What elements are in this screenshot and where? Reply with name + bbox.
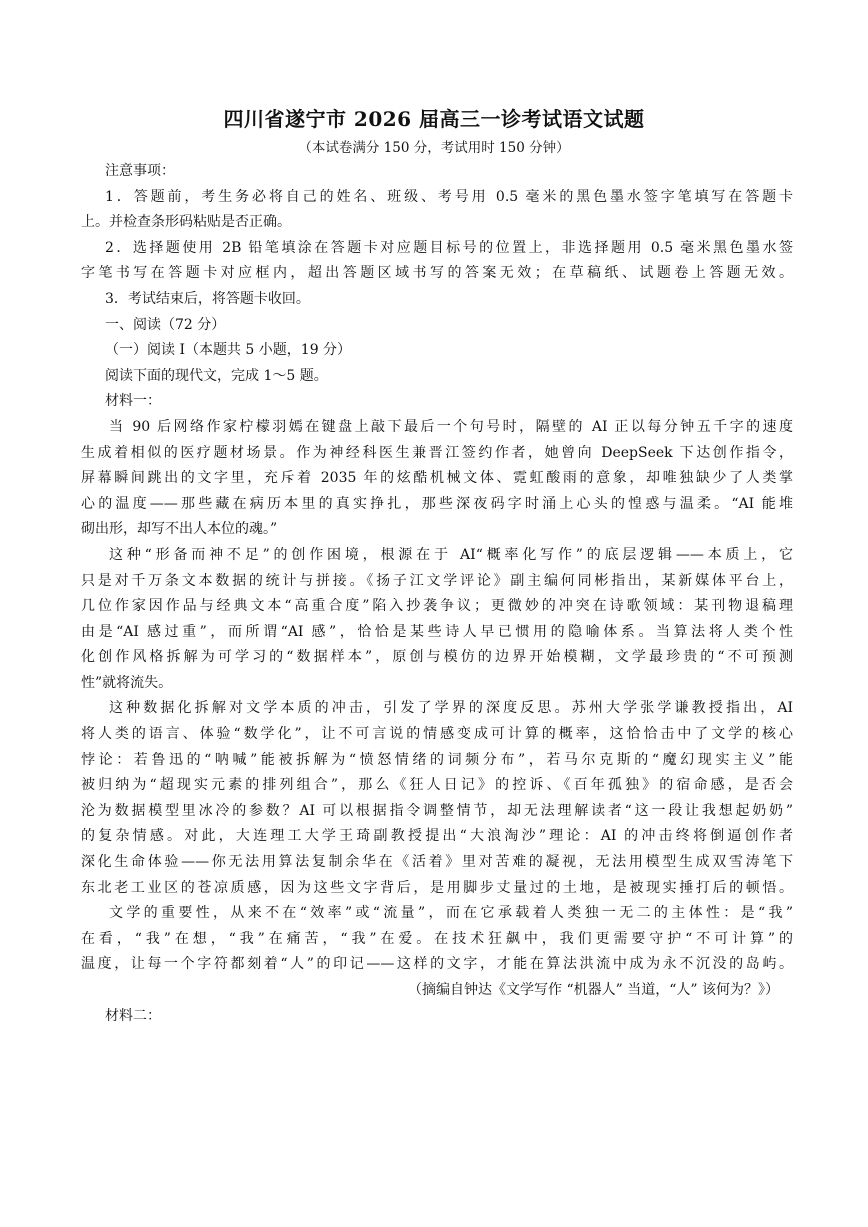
reading-instruction: 阅读下面的现代文，完成 1～5 题。 xyxy=(105,367,328,384)
section-heading: 一、阅读（72 分） xyxy=(105,316,226,333)
paragraph-2-line: 由是“AI 感过重”，而所谓“AI 感”，恰恰是某些诗人早已惯用的隐喻体系。当算法将人类个性 xyxy=(81,623,793,640)
exam-subtitle: （本试卷满分 150 分，考试用时 150 分钟） xyxy=(298,140,570,156)
paragraph-1-line: 生成着相似的医疗题材场景。作为神经科医生兼晋江签约作者，她曾向 DeepSeek 下达创作指令， xyxy=(81,444,793,461)
paragraph-3-line: 深化生命体验——你无法用算法复制余华在《活着》里对苦难的凝视，无法用模型生成双雪涛笔下 xyxy=(81,854,793,871)
paragraph-1-line: 当 90 后网络作家柠檬羽嫣在键盘上敲下最后一个句号时，隔壁的 AI 正以每分钟五千字的速度 xyxy=(109,418,793,435)
paragraph-3-line: 被归纳为“超现实元素的排列组合”，那么《狂人日记》的控诉、《百年孤独》的宿命感，是否会 xyxy=(81,777,793,794)
paragraph-1-line: 心的温度——那些藏在病历本里的真实挣扎，那些深夜码字时涌上心头的惶惑与温柔。“AI 能堆 xyxy=(81,495,793,512)
exam-title: 四川省遂宁市 2026 届高三一诊考试语文试题 xyxy=(223,107,645,131)
paragraph-3-line: 沦为数据模型里冰冷的参数？AI 可以根据指令调整情节，却无法理解读者“这一段让我想起奶奶” xyxy=(81,802,793,819)
note-item-2-line-2: 字笔书写在答题卡对应框内，超出答题区域书写的答案无效；在草稿纸、试题卷上答题无效。 xyxy=(81,265,793,282)
paragraph-4-line: 温度，让每一个字符都刻着“人”的印记——这样的文字，才能在算法洪流中成为永不沉没的岛屿。 xyxy=(81,956,793,973)
paragraph-4-line: 文学的重要性，从来不在“效率”或“流量”，而在它承载着人类独一无二的主体性：是“我” xyxy=(109,905,793,922)
paragraph-3-line: 悖论：若鲁迅的“呐喊”能被拆解为“愤怒情绪的词频分布”，若马尔克斯的“魔幻现实主义”能 xyxy=(81,751,793,768)
source-citation: （摘编自钟达《文学写作 “机器人” 当道，“人” 该何为？》） xyxy=(408,982,779,998)
paragraph-1-line: 屏幕瞬间跳出的文字里，充斥着 2035 年的炫酷机械文体、霓虹酸雨的意象，却唯独缺少了人类掌 xyxy=(81,470,793,487)
exam-body xyxy=(81,159,793,1029)
paragraph-2-line: 只是对千万条文本数据的统计与拼接。《扬子江文学评论》副主编何同彬指出，某新媒体平台上， xyxy=(81,572,793,589)
paragraph-3-line: 这种数据化拆解对文学本质的冲击，引发了学界的深度反思。苏州大学张学谦教授指出，AI xyxy=(109,700,793,717)
note-item-1-line-1: 1．答题前，考生务必将自己的姓名、班级、考号用 0.5 毫米的黑色墨水签字笔填写在答题卡 xyxy=(105,188,793,205)
paragraph-3-line: 东北老工业区的苍凉质感，因为这些文字背后，是用脚步丈量过的土地，是被现实捶打后的顿悟。 xyxy=(81,879,793,896)
material-1-label: 材料一： xyxy=(105,393,161,410)
paragraph-2-line: 化创作风格拆解为可学习的“数据样本”，原创与模仿的边界开始模糊，文学最珍贵的“不可预测 xyxy=(81,649,793,666)
paragraph-2-line: 性”就将流失。 xyxy=(81,674,173,691)
material-2-label: 材料二： xyxy=(105,1007,161,1024)
notes-heading: 注意事项： xyxy=(105,163,175,179)
note-item-1-line-2: 上。并检查条形码粘贴是否正确。 xyxy=(81,214,291,231)
note-item-2-line-1: 2．选择题使用 2B 铅笔填涂在答题卡对应题目标号的位置上，非选择题用 0.5 毫米黑色墨水签 xyxy=(105,239,793,256)
paragraph-2-line: 几位作家因作品与经典文本“高重合度”陷入抄袭争议；更微妙的冲突在诗歌领域：某刊物退稿理 xyxy=(81,598,793,615)
paragraph-2-line: 这种“形备而神不足”的创作困境，根源在于 AI“概率化写作”的底层逻辑——本质上，它 xyxy=(109,546,793,563)
note-item-3: 3．考试结束后，将答题卡收回。 xyxy=(105,290,310,307)
paragraph-3-line: 将人类的语言、体验“数学化”，让不可言说的情感变成可计算的概率，这恰恰击中了文学的核心 xyxy=(81,726,793,743)
paragraph-3-line: 的复杂情感。对此，大连理工大学王琦副教授提出“大浪淘沙”理论：AI 的冲击终将倒逼创作者 xyxy=(81,828,793,845)
paragraph-4-line: 在看，“我”在想，“我”在痛苦，“我”在爱。在技术狂飙中，我们更需要守护“不可计算”的 xyxy=(81,930,793,947)
subsection-heading: （一）阅读 I（本题共 5 小题，19 分） xyxy=(105,342,352,359)
paragraph-1-line: 砌出形，却写不出人本位的魂。” xyxy=(81,521,278,538)
